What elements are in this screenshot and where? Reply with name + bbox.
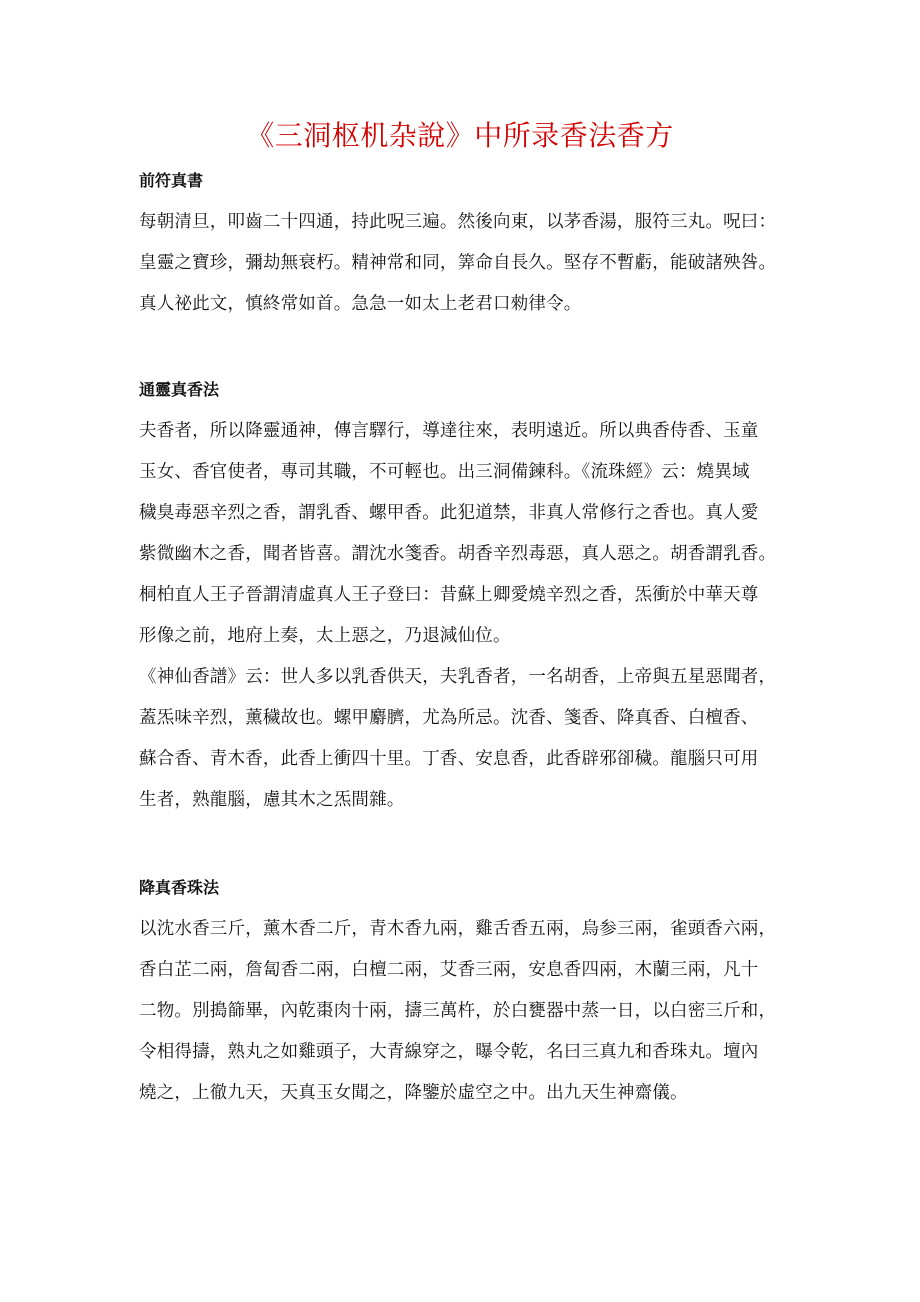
paragraph-line: 燒之，上徹九天，天真玉女聞之，降鑒於虛空之中。出九天生神齋儀。 — [139, 1083, 688, 1103]
paragraph-line: 每朝清旦，叩齒二十四通，持此呪三遍。然後向東，以茅香湯，服符三丸。呪曰： — [139, 212, 777, 232]
paragraph-line: 《神仙香譜》云：世人多以乳香供天，夫乳香者，一名胡香，上帝與五星惡聞者， — [139, 667, 777, 687]
paragraph-line: 二物。別搗篩畢，內乾棗肉十兩，擣三萬杵，於白甕器中蒸一日，以白密三斤和， — [139, 1001, 777, 1021]
paragraph-line: 蘇合香、青木香，此香上衝四十里。丁香、安息香，此香辟邪卻穢。龍腦只可用 — [139, 749, 759, 769]
paragraph-line: 蓋炁味辛烈，薰穢故也。螺甲麝臍，尤為所忌。沈香、箋香、降真香、白檀香、 — [139, 708, 759, 728]
paragraph-line: 穢臭毒惡辛烈之香，謂乳香、螺甲香。此犯道禁，非真人常修行之香也。真人愛 — [139, 503, 759, 523]
paragraph-line: 形像之前，地府上奏，太上惡之，乃退減仙位。 — [139, 626, 511, 646]
paragraph-line: 桐柏直人王子晉謂清虛真人王子登曰：昔蘇上卿愛燒辛烈之香，炁衝於中華天尊 — [139, 585, 759, 605]
section-heading: 通靈真香法 — [139, 380, 220, 399]
section-qian-fu-zhen-shu — [139, 169, 799, 325]
section-jiang-zhen-xiang-zhu-fa — [139, 876, 799, 1114]
paragraph-line: 紫微幽木之香，聞者皆喜。謂沈水箋香。胡香辛烈毒惡，真人惡之。胡香謂乳香。 — [139, 544, 777, 564]
paragraph-line: 玉女、香官使者，專司其職，不可輕也。出三洞備鍊科。《流珠經》云：燒異域 — [139, 462, 750, 482]
document-title: 《三洞枢机杂說》中所录香法香方 — [246, 119, 674, 152]
paragraph-line: 皇靈之寶珍，彌劫無衰朽。精神常和同，筭命自長久。堅存不暫虧，能破諸殃咎。 — [139, 253, 777, 273]
section-tong-ling-zhen-xiang-fa — [139, 378, 799, 821]
paragraph-line: 夫香者，所以降靈通神，傳言驛行，導達往來，表明遠近。所以典香侍香、玉童 — [139, 421, 759, 441]
paragraph-line: 香白芷二兩，詹匐香二兩，白檀二兩，艾香三兩，安息香四兩，木蘭三兩，凡十 — [139, 960, 759, 980]
paragraph-line: 生者，熟龍腦，慮其木之炁間雜。 — [139, 790, 405, 810]
paragraph-line: 真人祕此文，慎終常如首。急急一如太上老君口勑律令。 — [139, 294, 582, 314]
paragraph-line: 以沈水香三斤，薰木香二斤，青木香九兩，雞舌香五兩，烏参三兩，雀頭香六兩， — [139, 919, 777, 939]
section-heading: 降真香珠法 — [139, 878, 220, 897]
paragraph-line: 令相得擣，熟丸之如雞頭子，大青線穿之，曝令乾，名曰三真九和香珠丸。壇內 — [139, 1042, 759, 1062]
section-heading: 前符真書 — [139, 171, 204, 190]
